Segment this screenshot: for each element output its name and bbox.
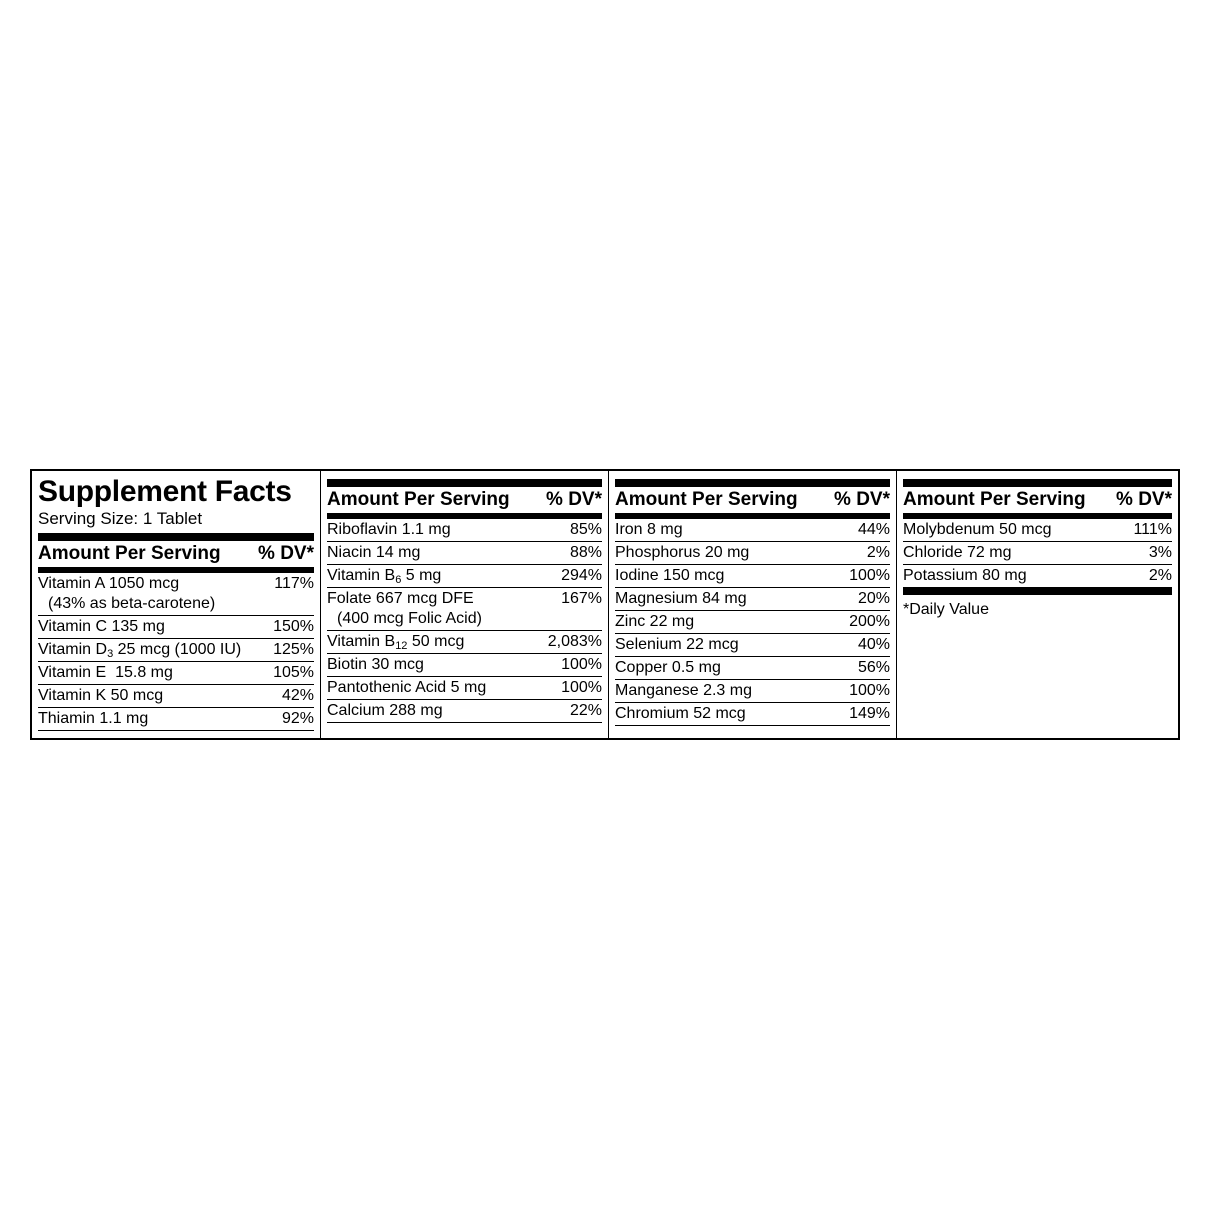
nutrient-dv: 2,083% — [547, 633, 602, 650]
nutrient-dv: 294% — [561, 567, 602, 584]
nutrient-row — [38, 685, 314, 708]
nutrient-dv: 42% — [281, 687, 314, 704]
nutrient-name-text: Calcium 288 mg — [327, 702, 443, 719]
nutrient-name-text: Phosphorus 20 mg — [615, 544, 750, 561]
nutrient-row — [327, 519, 602, 542]
column-header — [327, 487, 602, 513]
thick-divider — [38, 533, 314, 541]
nutrient-name — [327, 589, 482, 629]
nutrient-row — [615, 565, 890, 588]
nutrient-name-text: Molybdenum 50 mcg — [903, 521, 1052, 538]
nutrient-name — [615, 520, 683, 540]
nutrient-row — [38, 639, 314, 662]
amount-header: Amount Per Serving — [38, 543, 221, 564]
nutrient-name-text: Selenium 22 mcg — [615, 636, 739, 653]
nutrient-name — [327, 566, 441, 586]
nutrient-name — [327, 632, 464, 652]
nutrient-list — [38, 573, 314, 731]
nutrient-name-text: Riboflavin 1.1 mg — [327, 521, 451, 538]
nutrient-dv: 85% — [569, 521, 602, 538]
nutrient-row — [615, 657, 890, 680]
nutrient-list — [327, 519, 602, 723]
nutrient-row — [38, 573, 314, 616]
nutrient-name — [615, 704, 746, 724]
nutrient-dv: 40% — [857, 636, 890, 653]
nutrient-row — [327, 677, 602, 700]
nutrient-name — [38, 663, 173, 683]
nutrient-name-text: Magnesium 84 mg — [615, 590, 747, 607]
nutrient-dv: 150% — [273, 618, 314, 635]
nutrient-dv: 105% — [273, 664, 314, 681]
nutrient-row — [327, 588, 602, 631]
nutrient-row — [38, 616, 314, 639]
nutrient-name — [327, 701, 443, 721]
nutrient-list — [615, 519, 890, 726]
nutrient-dv: 125% — [273, 641, 314, 658]
nutrient-dv: 167% — [561, 590, 602, 607]
nutrient-name — [327, 655, 424, 675]
nutrient-row — [38, 708, 314, 731]
nutrient-row — [327, 700, 602, 723]
nutrient-row — [615, 703, 890, 726]
nutrient-name-text: Vitamin B — [327, 633, 396, 650]
nutrient-row — [327, 565, 602, 588]
nutrient-name-text: Pantothenic Acid 5 mg — [327, 679, 487, 696]
nutrient-name-text: Vitamin A 1050 mcg — [38, 575, 180, 592]
nutrient-name-text: Iodine 150 mcg — [615, 567, 725, 584]
nutrient-name-text: Chromium 52 mcg — [615, 705, 746, 722]
nutrient-row — [615, 611, 890, 634]
nutrient-name-text: 5 mg — [401, 567, 442, 584]
nutrient-name-text: 50 mcg — [407, 633, 465, 650]
nutrient-name-text: 25 mcg (1000 IU) — [113, 641, 242, 658]
nutrient-row — [903, 565, 1172, 587]
facts-column-2 — [320, 471, 608, 738]
nutrient-name — [38, 640, 241, 660]
thick-divider — [327, 479, 602, 487]
nutrient-subscript: 12 — [395, 640, 408, 652]
nutrient-detail: (400 mcg Folic Acid) — [337, 610, 482, 627]
nutrient-name — [38, 709, 148, 729]
nutrient-name-text: Biotin 30 mcg — [327, 656, 424, 673]
nutrient-name-text: Potassium 80 mg — [903, 567, 1027, 584]
thick-divider — [903, 587, 1172, 595]
amount-header: Amount Per Serving — [615, 489, 798, 510]
nutrient-name-text: Vitamin E 15.8 mg — [38, 664, 173, 681]
nutrient-list — [903, 519, 1172, 587]
amount-header: Amount Per Serving — [327, 489, 510, 510]
nutrient-dv: 88% — [569, 544, 602, 561]
nutrient-name — [903, 566, 1027, 586]
facts-column-4 — [896, 471, 1178, 738]
nutrient-dv: 100% — [849, 567, 890, 584]
nutrient-row — [38, 662, 314, 685]
dv-header: % DV* — [834, 489, 890, 510]
dv-header: % DV* — [1116, 489, 1172, 510]
nutrient-dv: 149% — [849, 705, 890, 722]
nutrient-dv: 100% — [561, 656, 602, 673]
supplement-facts-label — [30, 469, 1180, 740]
nutrient-dv: 92% — [281, 710, 314, 727]
nutrient-name-text: Vitamin D — [38, 641, 108, 658]
label-title: Supplement Facts — [38, 475, 292, 508]
nutrient-name — [615, 566, 724, 586]
nutrient-dv: 2% — [866, 544, 890, 561]
nutrient-dv: 22% — [569, 702, 602, 719]
nutrient-dv: 100% — [849, 682, 890, 699]
thick-divider — [615, 479, 890, 487]
nutrient-name — [903, 520, 1052, 540]
nutrient-dv: 20% — [857, 590, 890, 607]
nutrient-name-text: Zinc 22 mg — [615, 613, 695, 630]
nutrient-name — [38, 686, 163, 706]
nutrient-dv: 2% — [1148, 567, 1172, 584]
nutrient-dv: 100% — [561, 679, 602, 696]
nutrient-name-text: Iron 8 mg — [615, 521, 683, 538]
column-header — [38, 541, 314, 567]
nutrient-row — [903, 519, 1172, 542]
nutrient-name — [615, 543, 749, 563]
nutrient-name — [615, 612, 694, 632]
nutrient-row — [615, 519, 890, 542]
nutrient-dv: 3% — [1148, 544, 1172, 561]
nutrient-name — [615, 681, 752, 701]
nutrient-detail: (43% as beta-carotene) — [48, 595, 216, 612]
column-header — [903, 487, 1172, 513]
nutrient-name — [327, 543, 420, 563]
nutrient-name — [903, 543, 1012, 563]
nutrient-row — [615, 634, 890, 657]
nutrient-row — [327, 631, 602, 654]
nutrient-name — [615, 658, 721, 678]
nutrient-name-text: Vitamin K 50 mcg — [38, 687, 164, 704]
facts-column-3 — [608, 471, 896, 738]
nutrient-name — [327, 520, 451, 540]
nutrient-row — [615, 588, 890, 611]
daily-value-footnote: *Daily Value — [903, 601, 989, 618]
nutrient-row — [327, 654, 602, 677]
nutrient-subscript: 6 — [395, 574, 402, 586]
nutrient-name — [38, 574, 215, 614]
nutrient-row — [327, 542, 602, 565]
nutrient-row — [615, 680, 890, 703]
nutrient-dv: 56% — [857, 659, 890, 676]
nutrient-name-text: Thiamin 1.1 mg — [38, 710, 149, 727]
amount-header: Amount Per Serving — [903, 489, 1086, 510]
nutrient-name-text: Chloride 72 mg — [903, 544, 1012, 561]
nutrient-dv: 44% — [857, 521, 890, 538]
dv-header: % DV* — [258, 543, 314, 564]
nutrient-dv: 117% — [274, 575, 314, 592]
column-header — [615, 487, 890, 513]
facts-column-1 — [32, 471, 320, 738]
nutrient-subscript: 3 — [107, 648, 114, 660]
nutrient-row — [903, 542, 1172, 565]
nutrient-row — [615, 542, 890, 565]
nutrient-dv: 111% — [1133, 521, 1172, 538]
nutrient-name — [615, 635, 739, 655]
nutrient-name — [615, 589, 747, 609]
nutrient-name-text: Vitamin C 135 mg — [38, 618, 165, 635]
nutrient-name-text: Folate 667 mcg DFE — [327, 590, 474, 607]
dv-header: % DV* — [546, 489, 602, 510]
nutrient-dv: 200% — [849, 613, 890, 630]
serving-size: Serving Size: 1 Tablet — [38, 509, 203, 528]
nutrient-name — [327, 678, 486, 698]
nutrient-name-text: Vitamin B — [327, 567, 396, 584]
thick-divider — [903, 479, 1172, 487]
nutrient-name — [38, 617, 165, 637]
nutrient-name-text: Copper 0.5 mg — [615, 659, 721, 676]
nutrient-name-text: Manganese 2.3 mg — [615, 682, 752, 699]
nutrient-name-text: Niacin 14 mg — [327, 544, 421, 561]
